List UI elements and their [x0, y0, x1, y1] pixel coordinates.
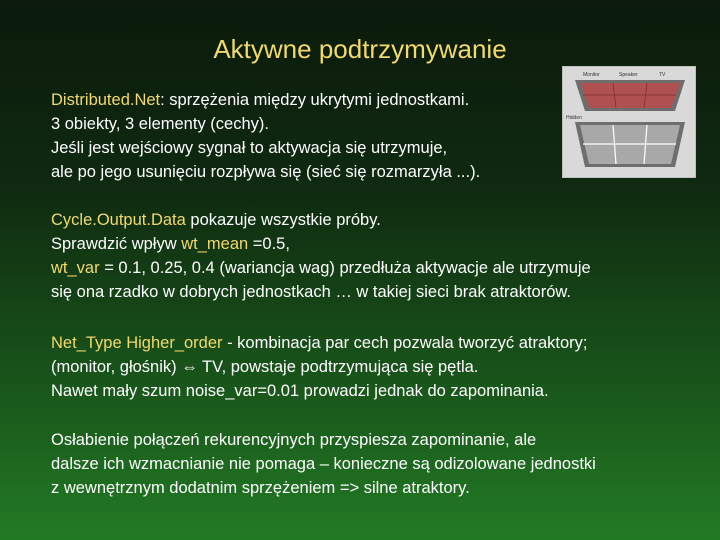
term-wt-var: wt_var: [51, 259, 100, 277]
thumb-label-monitor: Monitor: [583, 72, 600, 78]
text-fragment: =0.5,: [248, 235, 290, 253]
text-line: Nawet mały szum noise_var=0.01 prowadzi jednak do zapominania.: [51, 382, 549, 400]
term-wt-mean: wt_mean: [181, 235, 249, 253]
input-layer: [580, 83, 680, 108]
paragraph-cycle-output: [51, 208, 591, 304]
term-cycle-output-data: Cycle.Output.Data: [51, 211, 186, 229]
text-fragment: : sprzężenia między ukrytymi jednostkami.: [160, 91, 470, 109]
text-line: dalsze ich wzmacnianie nie pomaga – konieczne są odizolowane jednostki: [51, 455, 596, 473]
text-fragment: TV, powstaje podtrzymująca się pętla.: [197, 358, 479, 376]
text-line: [51, 208, 591, 232]
text-fragment: Sprawdzić wpływ: [51, 235, 182, 253]
text-line: ale po jego usunięciu rozpływa się (sieć się rozmarzyła ...).: [51, 163, 481, 181]
text-line: [51, 232, 591, 256]
double-arrow-icon: ⇔: [181, 358, 198, 376]
text-fragment: pokazuje wszystkie próby.: [185, 211, 381, 229]
thumb-label-speaker: Speaker: [619, 72, 638, 78]
text-line: Osłabienie połączeń rekurencyjnych przyspiesza zapominanie, ale: [51, 431, 537, 449]
text-line: się ona rzadko w dobrych jednostkach … w takiej sieci brak atraktorów.: [51, 283, 571, 301]
slide-title: Aktywne podtrzymywanie: [213, 34, 507, 64]
text-line: [51, 355, 588, 379]
text-line: Jeśli jest wejściowy sygnał to aktywacja się utrzymuje,: [51, 139, 448, 157]
term-net-type: Net_Type Higher_order: [51, 334, 223, 352]
text-line: [51, 88, 480, 112]
paragraph-conclusion: [51, 428, 596, 500]
text-fragment: = 0.1, 0.25, 0.4 (wariancja wag) przedłuża aktywacje ale utrzymuje: [99, 259, 591, 277]
thumb-label-tv: TV: [659, 72, 666, 78]
paragraph-distributed-net: [51, 88, 480, 184]
text-line: 3 obiekty, 3 elementy (cechy).: [51, 115, 269, 133]
paragraph-net-type: [51, 331, 588, 403]
text-line: [51, 256, 591, 280]
text-fragment: (monitor, głośnik): [51, 358, 182, 376]
text-line: [51, 331, 588, 355]
term-distributed-net: Distributed.Net: [51, 91, 161, 109]
text-line: z wewnętrznym dodatnim sprzężeniem => silne atraktory.: [51, 479, 470, 497]
network-layers-diagram: [563, 67, 695, 177]
text-fragment: - kombinacja par cech pozwala tworzyć atraktory;: [222, 334, 588, 352]
network-thumbnail: [562, 66, 696, 178]
thumb-label-hidden: Hidden: [566, 115, 582, 121]
